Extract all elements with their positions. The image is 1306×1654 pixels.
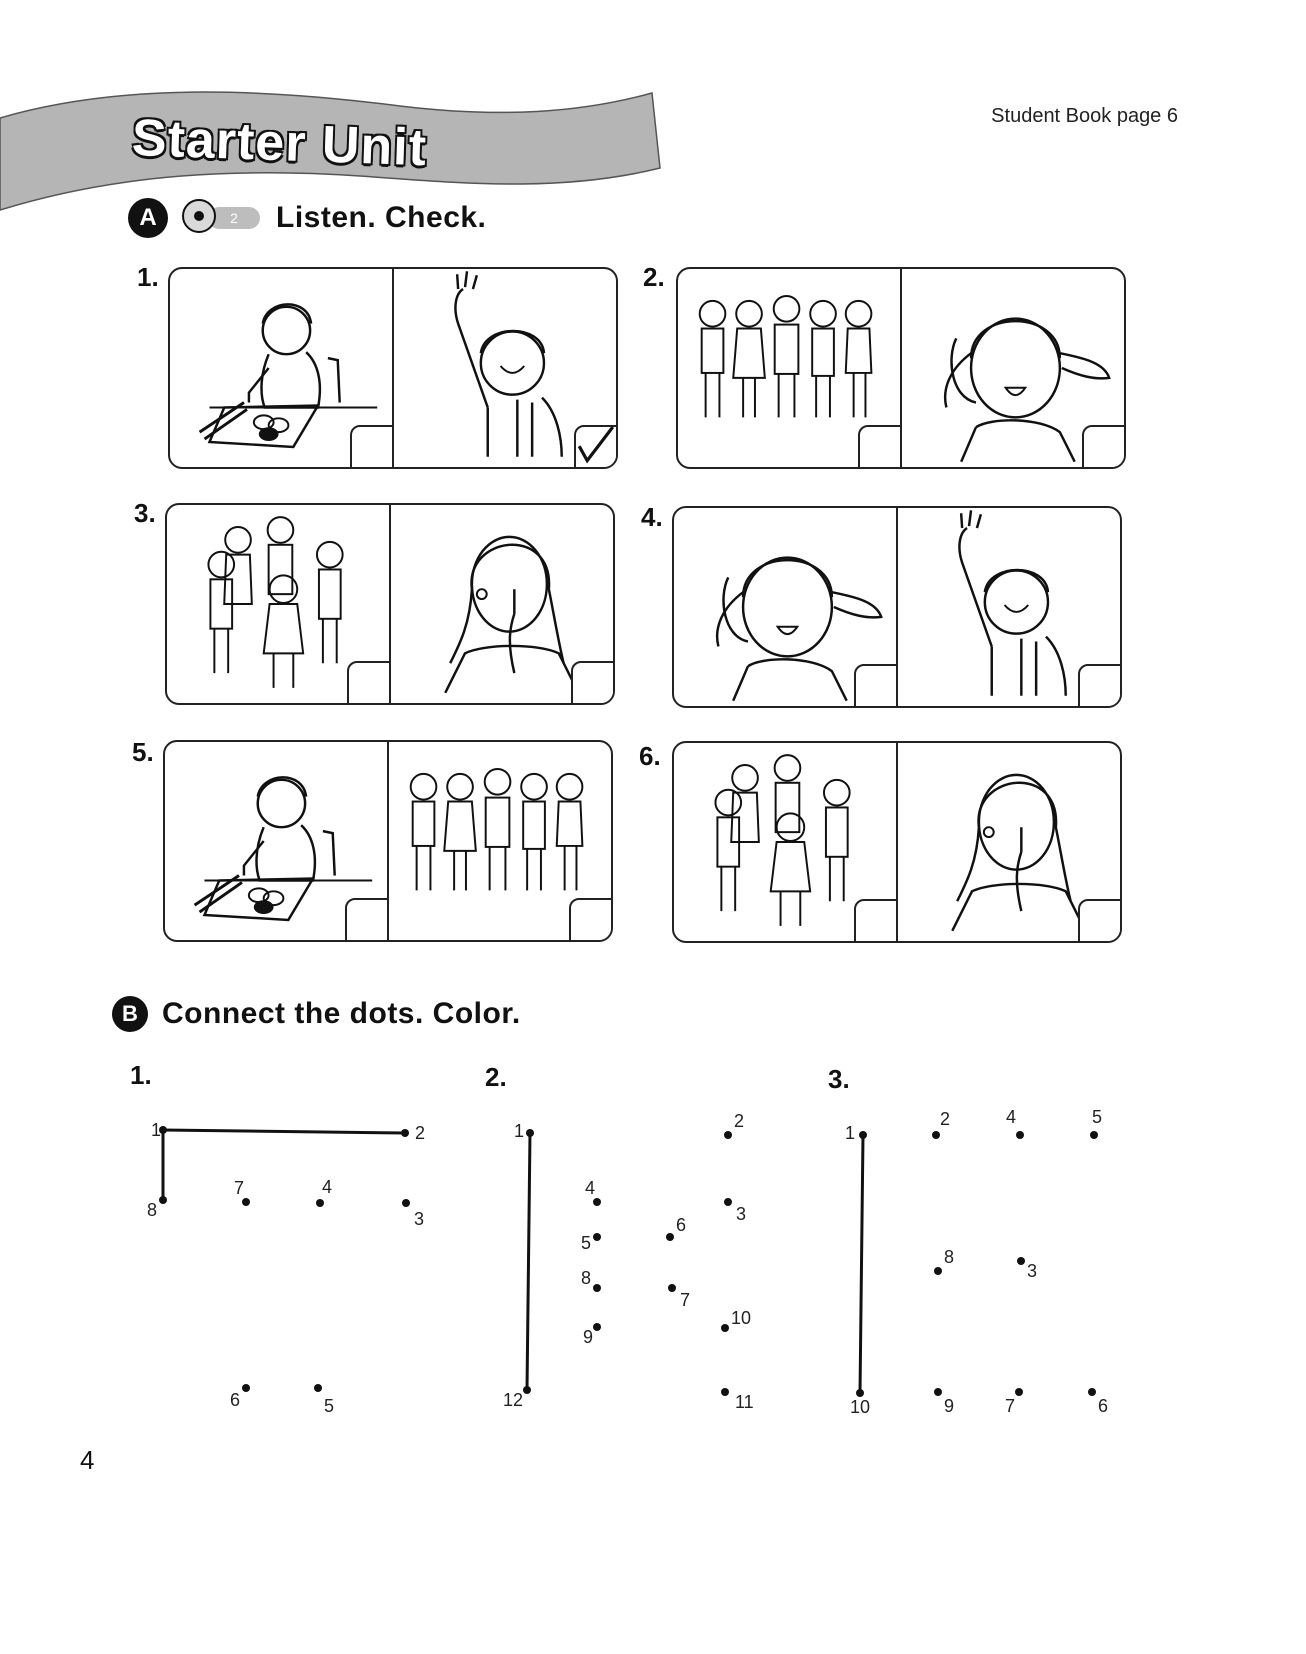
dot-label: 5 xyxy=(324,1396,335,1416)
dot-label: 10 xyxy=(731,1308,752,1328)
dot-label: 9 xyxy=(944,1396,955,1416)
puzzle-number: 2. xyxy=(485,1062,507,1092)
item-number: 2. xyxy=(643,262,665,292)
dot-point[interactable] xyxy=(242,1198,250,1206)
dot-point[interactable] xyxy=(721,1324,729,1332)
puzzle-number: 3. xyxy=(828,1064,850,1094)
dot-label: 2 xyxy=(734,1111,745,1131)
dot-point[interactable] xyxy=(593,1233,601,1241)
section-a-letter: A xyxy=(128,198,168,238)
dot-label: 7 xyxy=(680,1290,691,1310)
dot-label: 1 xyxy=(514,1121,525,1141)
dot-label: 8 xyxy=(581,1268,592,1288)
dot-point[interactable] xyxy=(724,1198,732,1206)
dot-point[interactable] xyxy=(593,1198,601,1206)
page-number: 4 xyxy=(80,1445,95,1475)
dot-label: 11 xyxy=(735,1392,754,1412)
dot-point[interactable] xyxy=(721,1388,729,1396)
puzzle-number: 1. xyxy=(130,1060,152,1090)
dot-label: 3 xyxy=(414,1209,425,1229)
drawn-line xyxy=(163,1130,405,1133)
dot-label: 5 xyxy=(581,1233,592,1253)
item-number: 1. xyxy=(137,262,159,292)
dot-point[interactable] xyxy=(932,1131,940,1139)
drawn-line xyxy=(527,1133,530,1390)
dot-point[interactable] xyxy=(1090,1131,1098,1139)
dot-point[interactable] xyxy=(856,1389,864,1397)
dot-label: 4 xyxy=(585,1178,596,1198)
dot-point[interactable] xyxy=(402,1199,410,1207)
dot-label: 5 xyxy=(1092,1107,1103,1127)
dot-point[interactable] xyxy=(1017,1257,1025,1265)
dot-label: 4 xyxy=(1006,1107,1017,1127)
item-number: 3. xyxy=(134,498,156,528)
dot-point[interactable] xyxy=(668,1284,676,1292)
dot-point[interactable] xyxy=(314,1384,322,1392)
section-b-letter: B xyxy=(112,996,148,1032)
dot-point[interactable] xyxy=(934,1267,942,1275)
dot-point[interactable] xyxy=(242,1384,250,1392)
dot-label: 6 xyxy=(1098,1396,1109,1416)
track-number: 2 xyxy=(208,207,260,229)
dot-point[interactable] xyxy=(1088,1388,1096,1396)
book-reference: Student Book page 6 xyxy=(991,105,1178,127)
dot-label: 4 xyxy=(322,1177,333,1197)
dot-label: 8 xyxy=(147,1200,158,1220)
dot-point[interactable] xyxy=(159,1196,167,1204)
dot-point[interactable] xyxy=(401,1129,409,1137)
dot-label: 6 xyxy=(676,1215,687,1235)
dot-label: 1 xyxy=(151,1120,162,1140)
dot-label: 1 xyxy=(845,1123,856,1143)
dot-point[interactable] xyxy=(593,1323,601,1331)
item-number: 4. xyxy=(641,502,663,532)
dot-label: 2 xyxy=(415,1123,426,1143)
drawn-line xyxy=(860,1135,863,1393)
dot-label: 7 xyxy=(1005,1396,1016,1416)
dot-label: 2 xyxy=(940,1109,951,1129)
dot-point[interactable] xyxy=(316,1199,324,1207)
dot-point[interactable] xyxy=(724,1131,732,1139)
dot-label: 8 xyxy=(944,1247,955,1267)
dot-point[interactable] xyxy=(523,1386,531,1394)
item-number: 5. xyxy=(132,737,154,767)
dot-point[interactable] xyxy=(526,1129,534,1137)
dot-point[interactable] xyxy=(1016,1131,1024,1139)
dot-point[interactable] xyxy=(666,1233,674,1241)
dot-point[interactable] xyxy=(593,1284,601,1292)
section-b-instruction: Connect the dots. Color. xyxy=(162,997,521,1030)
unit-title: Starter Unit xyxy=(130,109,428,178)
dot-point[interactable] xyxy=(859,1131,867,1139)
dot-label: 3 xyxy=(1027,1261,1038,1281)
dot-label: 6 xyxy=(230,1390,241,1410)
section-a-instruction: Listen. Check. xyxy=(276,201,487,234)
dot-label: 7 xyxy=(234,1178,245,1198)
dot-label: 9 xyxy=(583,1327,594,1347)
dot-label: 3 xyxy=(736,1204,747,1224)
dot-point[interactable] xyxy=(934,1388,942,1396)
dot-label: 10 xyxy=(850,1397,871,1417)
dot-point[interactable] xyxy=(1015,1388,1023,1396)
item-number: 6. xyxy=(639,741,661,771)
dot-label: 12 xyxy=(503,1390,524,1410)
